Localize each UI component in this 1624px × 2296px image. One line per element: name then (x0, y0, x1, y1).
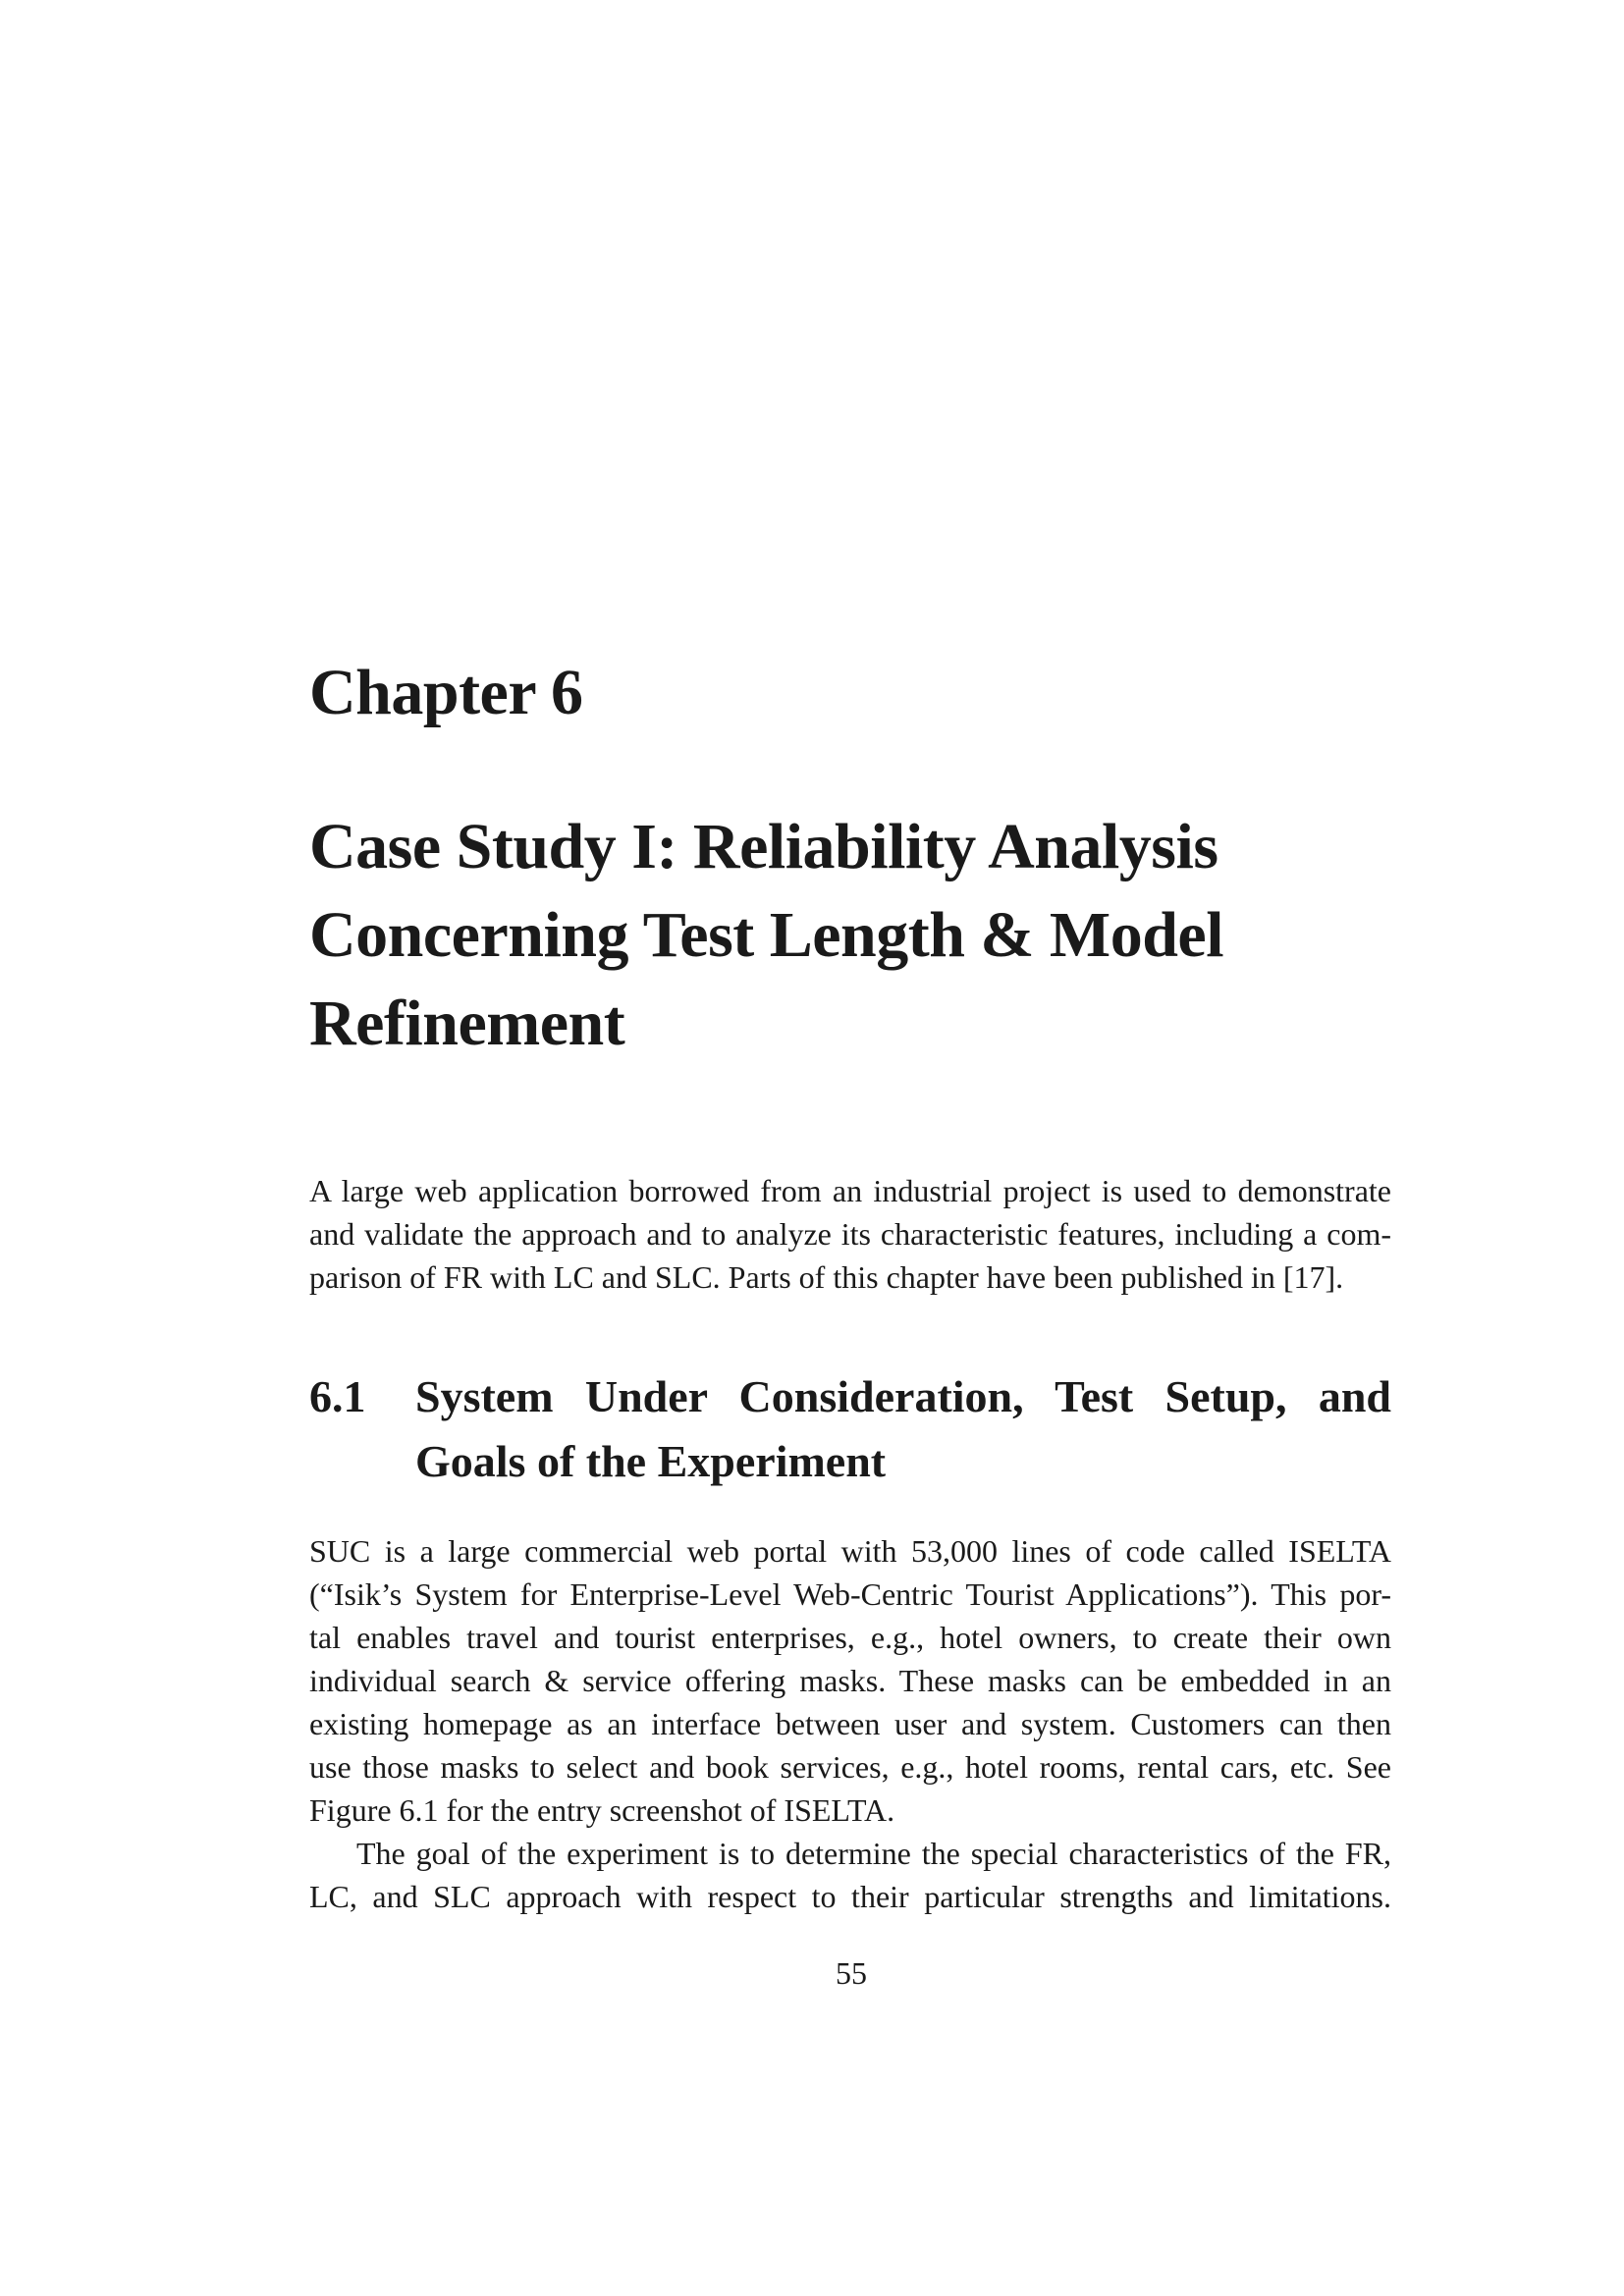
section-title-line: Goals of the Experiment (415, 1436, 887, 1486)
chapter-intro-paragraph (309, 1169, 1391, 1299)
chapter-title-line: Concerning Test Length & Model (309, 899, 1224, 971)
text-line: (“Isik’s System for Enterprise-Level Web-Centric Tourist Applications”). This por- (309, 1576, 1391, 1612)
text-line: individual search & service offering masks. These masks can be embedded in an (309, 1663, 1391, 1698)
text-line: The goal of the experiment is to determine the special characteristics of the FR, (356, 1836, 1391, 1871)
chapter-title-line: Refinement (309, 988, 625, 1059)
section-number: 6.1 (309, 1371, 366, 1421)
chapter-label: Chapter 6 (309, 657, 583, 728)
chapter-title-line: Case Study I: Reliability Analysis (309, 811, 1218, 882)
text-line: parison of FR with LC and SLC. Parts of this chapter have been published in [17]. (309, 1259, 1344, 1295)
text-line: A large web application borrowed from an industrial project is used to demonstrate (309, 1173, 1391, 1208)
section-heading (309, 1364, 1391, 1494)
section-title-line: System Under Consideration, Test Setup, and (415, 1371, 1391, 1421)
text-line: SUC is a large commercial web portal with 53,000 lines of code called ISELTA (309, 1533, 1391, 1569)
text-line: existing homepage as an interface between user and system. Customers can then (309, 1706, 1391, 1741)
section-title (415, 1364, 1391, 1494)
body-paragraph-2 (309, 1832, 1391, 1918)
text-line: and validate the approach and to analyze its characteristic features, including a com- (309, 1216, 1391, 1252)
body-paragraph-1 (309, 1529, 1391, 1832)
chapter-title (309, 803, 1389, 1068)
text-line: LC, and SLC approach with respect to their particular strengths and limitations. (309, 1879, 1391, 1914)
page-number: 55 (836, 1955, 867, 1991)
text-line: use those masks to select and book services, e.g., hotel rooms, rental cars, etc. See (309, 1749, 1391, 1785)
text-line: tal enables travel and tourist enterprises, e.g., hotel owners, to create their own (309, 1620, 1391, 1655)
text-line: Figure 6.1 for the entry screenshot of ISELTA. (309, 1792, 895, 1828)
